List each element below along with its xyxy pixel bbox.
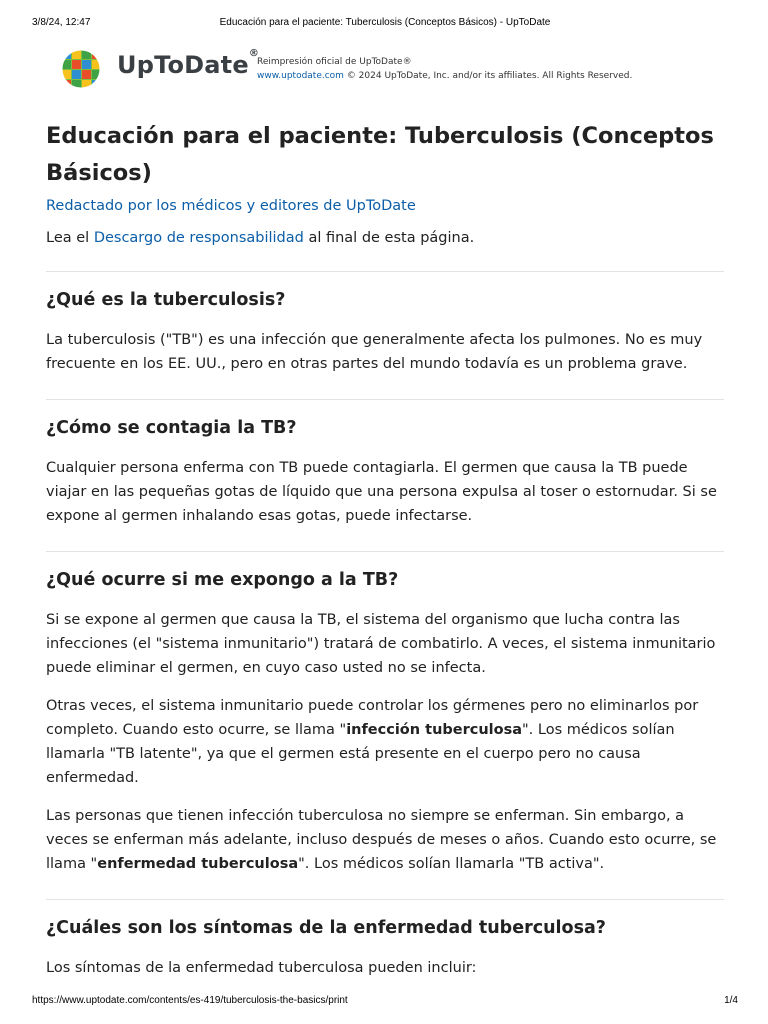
print-header (32, 17, 738, 31)
copyright-line (257, 69, 632, 83)
section-divider (46, 271, 724, 272)
section-paragraph: Si se expone al germen que causa la TB, el sistema del organismo que lucha contra las infecciones (el "sistema inmunitario") tratará de combatirlo. A veces, el sistema inmunitario puede eliminar el germen, en cuyo caso usted no se infecta. (46, 612, 716, 676)
article (46, 118, 724, 980)
paragraph-text: ". Los médicos solían llamarla "TB latente", ya que el germen está presente en el cuerpo pero no causa enfermedad. (46, 722, 675, 786)
paragraph-text: Las personas que tienen infección tuberculosa no siempre se enferman. Sin embargo, a veces se enferman más adelante, incluso después de meses o años. Cuando esto ocurre, se llama " (46, 808, 717, 872)
bold-term-tb-disease: enfermedad tuberculosa (97, 856, 299, 872)
article-title: Educación para el paciente: Tuberculosis (Conceptos Básicos) (46, 123, 714, 186)
section-divider (46, 551, 724, 552)
section-heading-exposure: ¿Qué ocurre si me expongo a la TB? (46, 570, 399, 590)
disclaimer-link[interactable]: Descargo de responsabilidad (93, 230, 304, 246)
section-heading-symptoms: ¿Cuáles son los síntomas de la enfermedad tuberculosa? (46, 918, 606, 938)
official-reprint-notice (257, 55, 632, 83)
paragraph-text: Otras veces, el sistema inmunitario puede controlar los gérmenes pero no eliminarlos por completo. Cuando esto ocurre, se llama " (46, 698, 699, 738)
uptodate-globe-icon (60, 48, 102, 90)
section-paragraph: La tuberculosis ("TB") es una infección que generalmente afecta los pulmones. No es muy frecuente en los EE. UU., pero en otras partes del mundo todavía es un problema grave. (46, 332, 703, 372)
section-divider (46, 899, 724, 900)
section-paragraph: Cualquier persona enferma con TB puede contagiarla. El germen que causa la TB puede viajar en las pequeñas gotas de líquido que una persona expulsa al toser o estornudar. Si se expone al germen inhalando esas gotas, puede infectarse. (46, 460, 717, 524)
section-divider (46, 399, 724, 400)
page-number: 1/4 (724, 995, 738, 1006)
section-heading-how-spread: ¿Cómo se contagia la TB? (46, 418, 297, 438)
brand-reg-mark: ® (248, 48, 260, 59)
print-datetime: 3/8/24, 12:47 (32, 17, 91, 28)
copyright-text: © 2024 UpToDate, Inc. and/or its affiliates. All Rights Reserved. (343, 71, 633, 81)
article-byline[interactable]: Redactado por los médicos y editores de UpToDate (46, 198, 416, 214)
brand-name: UpToDate (117, 51, 249, 79)
section-paragraph: Los síntomas de la enfermedad tuberculosa pueden incluir: (46, 960, 477, 976)
print-footer (32, 995, 738, 1009)
bold-term-tb-infection: infección tuberculosa (346, 722, 523, 738)
print-url: https://www.uptodate.com/contents/es-419/tuberculosis-the-basics/print (32, 995, 348, 1006)
paragraph-text: ". Los médicos solían llamarla "TB activa". (298, 856, 605, 872)
print-page-title: Educación para el paciente: Tuberculosis (Conceptos Básicos) - UpToDate (219, 17, 551, 28)
disclaimer-post: al final de esta página. (303, 230, 475, 246)
section-paragraph (46, 694, 724, 790)
uptodate-wordmark (117, 48, 260, 79)
section-paragraph (46, 804, 724, 876)
disclaimer-note (46, 228, 724, 248)
reprint-line: Reimpresión oficial de UpToDate® (257, 57, 412, 67)
section-heading-what-is-tb: ¿Qué es la tuberculosis? (46, 290, 286, 310)
disclaimer-pre: Lea el (46, 230, 94, 246)
uptodate-site-link[interactable]: www.uptodate.com (257, 71, 344, 81)
